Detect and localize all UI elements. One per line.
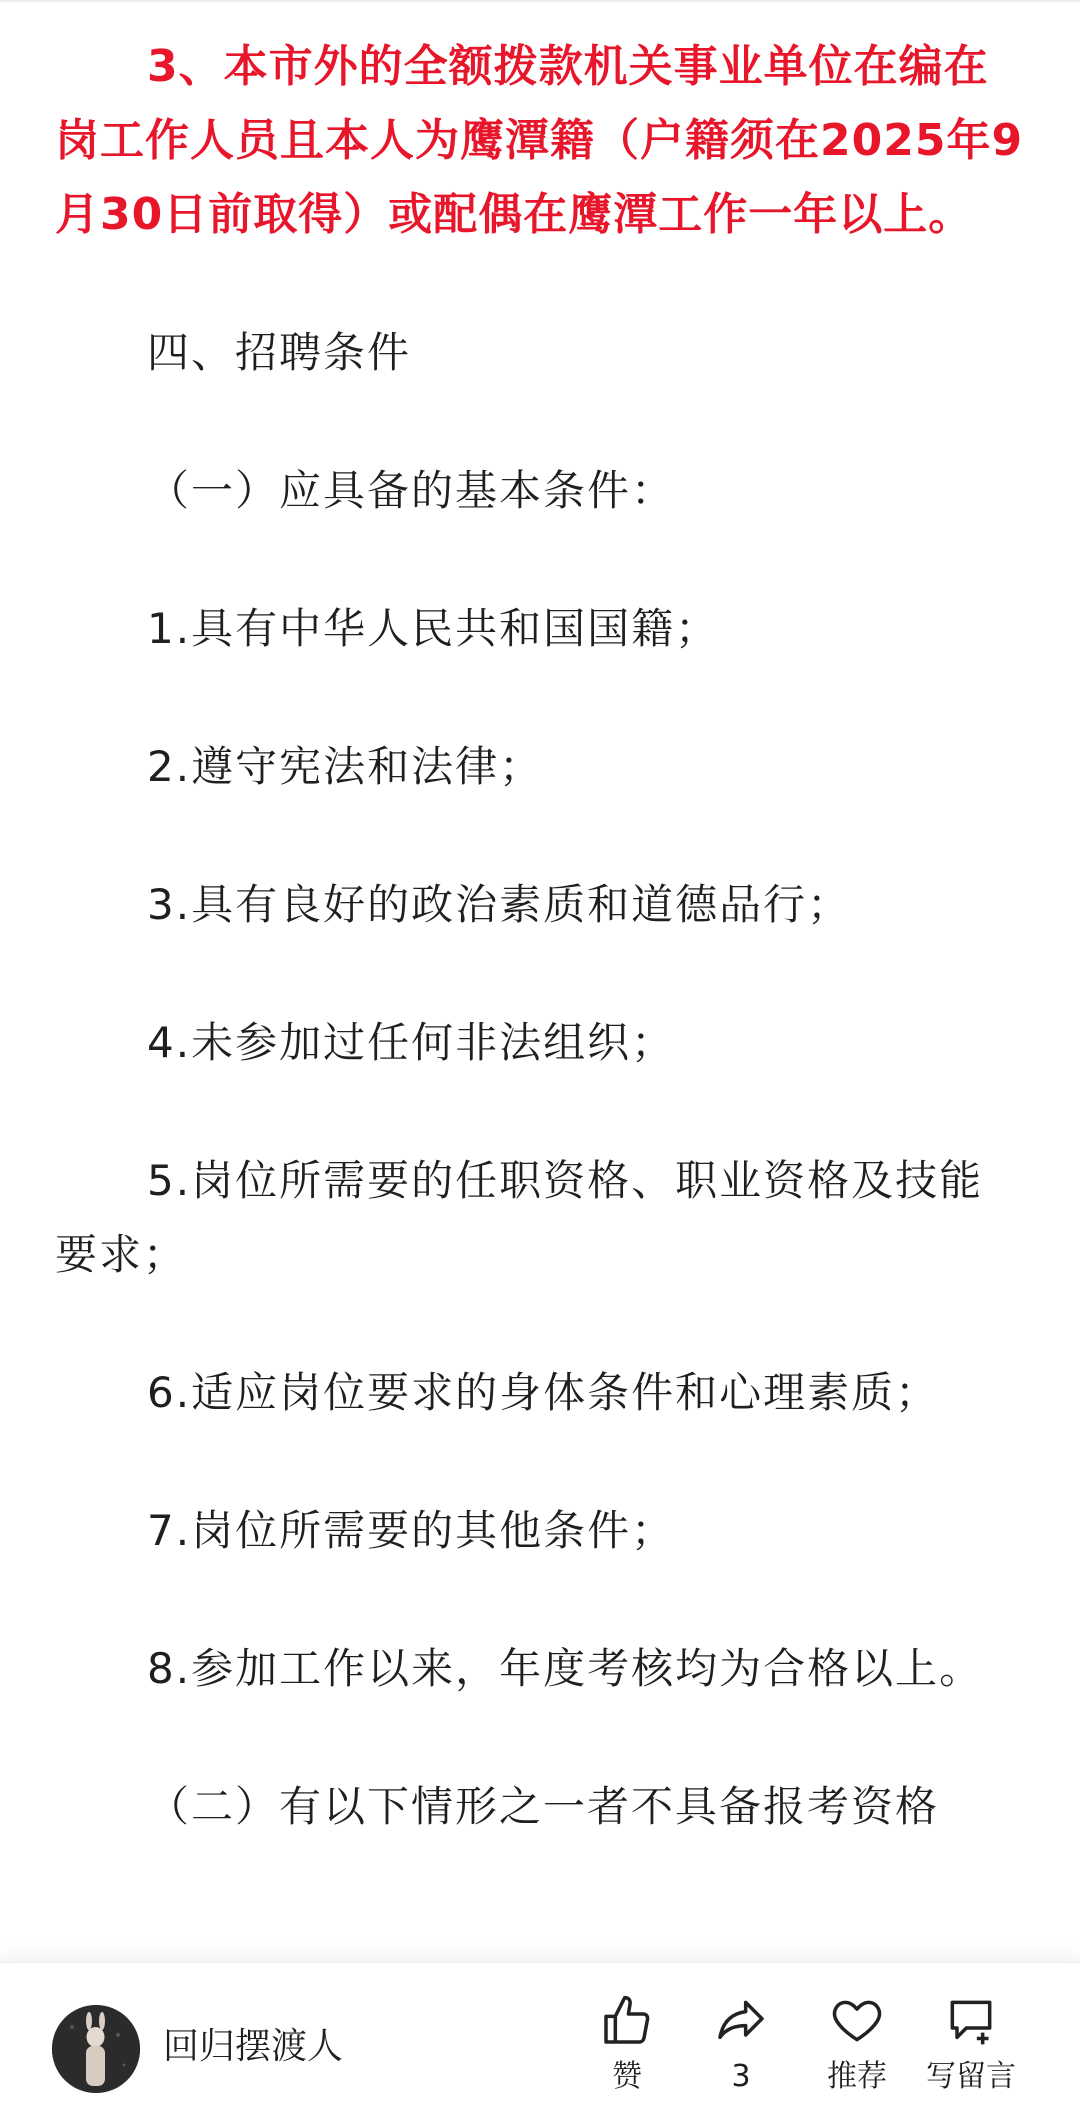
like-button[interactable]: [567, 1993, 687, 2097]
list-item: 6.适应岗位要求的身体条件和心理素质；: [147, 1368, 940, 1417]
write-comment-button[interactable]: [911, 1993, 1031, 2097]
share-icon: [713, 1993, 769, 2049]
subsection-heading: （一）应具备的基本条件：: [147, 466, 676, 515]
avatar-figure-icon: [52, 2005, 140, 2093]
highlight-paragraph: 3、本市外的全额拨款机关事业单位在编在岗工作人员且本人为鹰潭籍（户籍须在2025年9月30日前取得）或配偶在鹰潭工作一年以上。: [55, 41, 1024, 240]
like-label: 赞: [612, 2059, 642, 2094]
recommend-button[interactable]: [797, 1993, 917, 2097]
article-body: [55, 30, 1025, 1950]
section-heading: 四、招聘条件: [147, 328, 412, 377]
bottom-action-bar: [0, 1962, 1080, 2123]
share-button[interactable]: [681, 1993, 801, 2097]
thumbs-up-icon: [599, 1993, 655, 2049]
subsection-heading: （二）有以下情形之一者不具备报考资格: [147, 1782, 940, 1831]
list-item: 8.参加工作以来，年度考核均为合格以上。: [147, 1644, 984, 1693]
comment-add-icon: [943, 1993, 999, 2049]
top-divider: [0, 0, 1080, 2]
list-item: 4.未参加过任何非法组织；: [147, 1018, 676, 1067]
list-item: 1.具有中华人民共和国国籍；: [147, 604, 720, 653]
list-item: 3.具有良好的政治素质和道德品行；: [147, 880, 852, 929]
author-name[interactable]: 回归摆渡人: [163, 2026, 344, 2067]
list-item: 5.岗位所需要的任职资格、职业资格及技能要求；: [55, 1156, 984, 1279]
list-item: 2.遵守宪法和法律；: [147, 742, 544, 791]
recommend-label: 推荐: [827, 2059, 887, 2094]
write-comment-label: 写留言: [926, 2059, 1016, 2094]
list-item: 7.岗位所需要的其他条件；: [147, 1506, 676, 1555]
share-count: 3: [731, 2059, 751, 2094]
heart-icon: [829, 1993, 885, 2049]
author-avatar[interactable]: [52, 2005, 140, 2093]
